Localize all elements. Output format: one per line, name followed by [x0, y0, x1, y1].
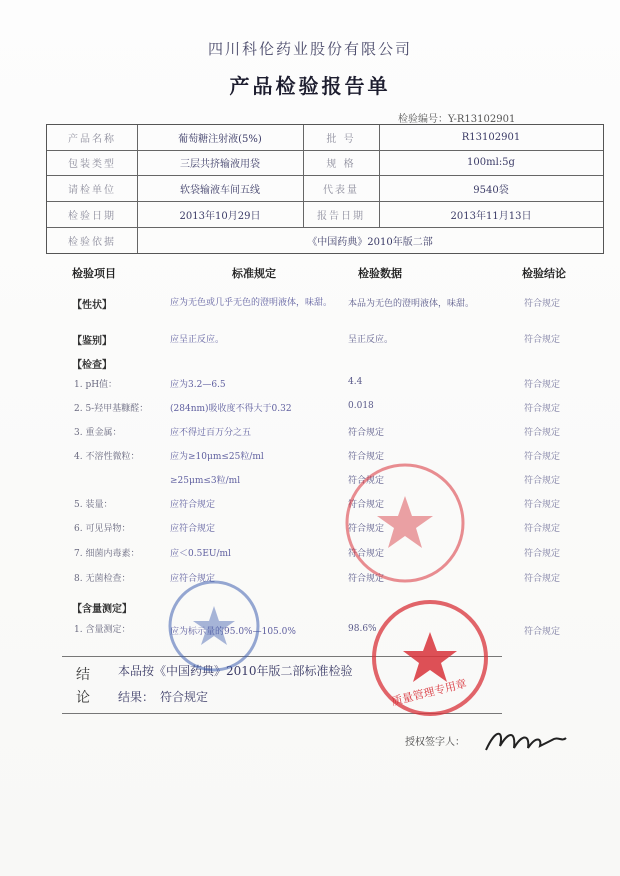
row-particles-name: 4. 不溶性微粒： [74, 452, 140, 462]
conclusion-label-2: 论 [76, 690, 90, 706]
handwritten-signature [482, 720, 572, 760]
row-endotoxin-standard: 应＜0.5EU/ml [170, 549, 231, 559]
row-identification-name: 【鉴别】 [72, 336, 112, 347]
section-inspection: 【检查】 [72, 360, 112, 371]
row-particles-conclusion: 符合规定 [524, 452, 561, 462]
qa-stamp-text: 质量管理专用章 [390, 676, 469, 709]
row-assay-result: 98.6% [348, 624, 377, 634]
row-hmf-result: 0.018 [348, 401, 374, 411]
report-date-value: 2013年11月13日 [450, 210, 532, 222]
row-particles-result: 符合规定 [348, 452, 385, 462]
basis-value: 《中国药典》2010年版二部 [307, 236, 433, 248]
row-particles2-standard: ≥25μm≤3粒/ml [170, 476, 241, 486]
document-title: 产品检验报告单 [229, 74, 391, 98]
col-standard-header: 标准规定 [232, 267, 276, 280]
qty-value: 9540袋 [473, 184, 509, 196]
row-visible-standard: 应符合规定 [170, 524, 216, 534]
test-date-label: 检验日期 [68, 210, 116, 222]
test-date-value: 2013年10月29日 [179, 210, 261, 222]
batch-label: 批 号 [326, 134, 356, 145]
row-sterility-standard: 应符合规定 [170, 574, 216, 584]
row-hmf-standard: (284nm)吸收度不得大于0.32 [170, 404, 292, 414]
row-assay-standard: 应为标示量的95.0%—105.0% [170, 627, 296, 637]
row-visible-conclusion: 符合规定 [524, 524, 561, 534]
conclusion-result-label: 结果： [118, 690, 155, 704]
spec-value: 100ml:5g [467, 157, 515, 168]
row-endotoxin-result: 符合规定 [348, 549, 385, 559]
row-appearance-name: 【性状】 [72, 300, 112, 311]
qa-seal-stamp [368, 596, 492, 720]
batch-value: R13102901 [461, 132, 521, 143]
blue-seal-stamp [166, 578, 262, 674]
row-fill-name: 5. 装量： [74, 500, 113, 510]
row-sterility-name: 8. 无菌检查： [74, 574, 131, 584]
dept-value: 软袋输液车间五线 [180, 184, 260, 196]
row-assay-name: 1. 含量测定： [74, 625, 131, 635]
conclusion-text: 本品按《中国药典》2010年版二部标准检验 [118, 664, 353, 678]
row-appearance-conclusion: 符合规定 [524, 299, 561, 309]
qty-label: 代表量 [323, 184, 359, 196]
row-hmf-conclusion: 符合规定 [524, 404, 561, 414]
conclusion-label-1: 结 [76, 667, 90, 683]
package-label: 包装类型 [68, 159, 116, 170]
row-ph-conclusion: 符合规定 [524, 380, 561, 390]
row-identification-conclusion: 符合规定 [524, 335, 561, 345]
row-metal-standard: 应不得过百万分之五 [170, 428, 252, 438]
row-visible-result: 符合规定 [348, 524, 385, 534]
conclusion-result: 符合规定 [160, 690, 209, 704]
product-name-label: 产品名称 [68, 134, 116, 145]
col-conclusion-header: 检验结论 [522, 267, 566, 280]
package-value: 三层共挤输液用袋 [180, 159, 260, 170]
spec-label: 规 格 [326, 159, 356, 170]
row-sterility-result: 符合规定 [348, 574, 385, 584]
row-fill-result: 符合规定 [348, 500, 385, 510]
company-name: 四川科伦药业股份有限公司 [207, 40, 412, 58]
row-particles2-result: 符合规定 [348, 476, 385, 486]
row-identification-result: 呈正反应。 [348, 335, 394, 345]
row-hmf-name: 2. 5-羟甲基糠醛： [74, 404, 149, 414]
row-metal-conclusion: 符合规定 [524, 428, 561, 438]
row-ph-result: 4.4 [348, 377, 363, 387]
row-ph-name: 1. pH值： [74, 380, 118, 390]
row-metal-name: 3. 重金属： [74, 428, 122, 438]
col-item-header: 检验项目 [72, 267, 116, 280]
row-endotoxin-name: 7. 细菌内毒素： [74, 549, 140, 559]
row-fill-standard: 应符合规定 [170, 500, 216, 510]
header-info-table [46, 124, 604, 254]
row-ph-standard: 应为3.2—6.5 [170, 380, 226, 390]
row-particles2-conclusion: 符合规定 [524, 476, 561, 486]
red-company-seal-stamp [340, 458, 470, 588]
row-fill-conclusion: 符合规定 [524, 500, 561, 510]
dept-label: 请检单位 [68, 184, 116, 196]
section-assay: 【含量测定】 [72, 604, 132, 615]
row-endotoxin-conclusion: 符合规定 [524, 549, 561, 559]
row-assay-conclusion: 符合规定 [524, 627, 561, 637]
signature-label: 授权签字人： [405, 737, 465, 748]
row-particles-standard: 应为≥10μm≤25粒/ml [170, 452, 264, 462]
col-data-header: 检验数据 [358, 267, 402, 280]
row-identification-standard: 应呈正反应。 [170, 335, 225, 345]
row-appearance-result: 本品为无色的澄明液体，味甜。 [348, 299, 475, 309]
report-date-label: 报告日期 [317, 210, 365, 222]
row-sterility-conclusion: 符合规定 [524, 574, 561, 584]
row-metal-result: 符合规定 [348, 428, 385, 438]
row-visible-name: 6. 可见异物： [74, 524, 131, 534]
report-number: 检验编号：Y-R13102901 [398, 114, 516, 125]
basis-label: 检验依据 [68, 236, 116, 248]
row-appearance-standard: 应为无色或几乎无色的澄明液体，味甜。 [170, 298, 333, 308]
product-name-value: 葡萄糖注射液(5%) [178, 134, 262, 145]
